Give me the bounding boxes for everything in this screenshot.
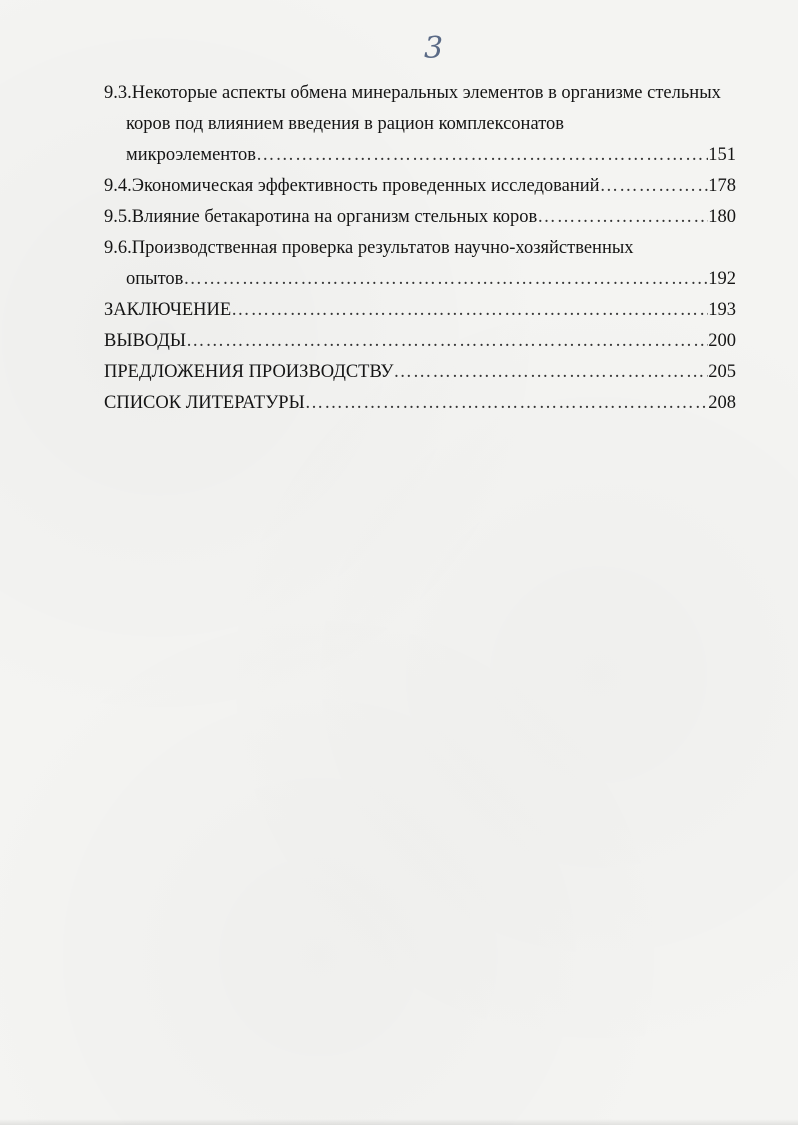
- toc-entry-9-3-line-3: [104, 140, 736, 171]
- dot-leader: [393, 357, 708, 388]
- toc-entry-conclusion: [104, 295, 736, 326]
- toc-entry-findings: [104, 326, 736, 357]
- toc-page-number: 200: [708, 331, 736, 351]
- toc-page-number: 205: [708, 362, 736, 382]
- dot-leader: [256, 140, 708, 171]
- toc-entry-9-6-line-1: 9.6.Производственная проверка результатов научно-хозяйственных: [104, 238, 634, 258]
- toc-entry-label: 9.4.Экономическая эффективность проведенных исследований: [104, 176, 600, 196]
- toc-entry-9-5: [104, 202, 736, 233]
- toc-entry-label: СПИСОК ЛИТЕРАТУРЫ: [104, 393, 305, 413]
- toc-page-number: 192: [708, 269, 736, 289]
- dot-leader: [600, 171, 709, 202]
- dot-leader: [186, 326, 708, 357]
- handwritten-page-number: 3: [424, 31, 444, 66]
- toc-page-number: 180: [708, 207, 736, 227]
- dot-leader: [537, 202, 708, 233]
- page-edge-shadow: [0, 1119, 798, 1125]
- toc-entry-label: опытов: [126, 269, 184, 289]
- toc-page-number: 151: [708, 145, 736, 165]
- toc-entry-9-6-line-2: [104, 264, 736, 295]
- toc-page-number: 178: [708, 176, 736, 196]
- dot-leader: [305, 388, 709, 419]
- toc-entry-label: ЗАКЛЮЧЕНИЕ: [104, 300, 232, 320]
- toc-entry-label: ВЫВОДЫ: [104, 331, 187, 351]
- table-of-contents: [104, 78, 736, 419]
- toc-page-number: 208: [708, 393, 736, 413]
- toc-entry-9-4: [104, 171, 736, 202]
- toc-entry-9-3-line-2: коров под влиянием введения в рацион комплексонатов: [126, 114, 565, 134]
- toc-entry-label: 9.5.Влияние бетакаротина на организм стельных коров: [104, 207, 538, 227]
- toc-entry-9-3-line-1: 9.3.Некоторые аспекты обмена минеральных элементов в организме стельных: [104, 83, 721, 103]
- toc-entry-label: ПРЕДЛОЖЕНИЯ ПРОИЗВОДСТВУ: [104, 362, 394, 382]
- dot-leader: [231, 295, 708, 326]
- toc-page-number: 193: [708, 300, 736, 320]
- toc-entry-references: [104, 388, 736, 419]
- toc-entry-proposals: [104, 357, 736, 388]
- dot-leader: [183, 264, 708, 295]
- toc-entry-label: микроэлементов: [126, 145, 257, 165]
